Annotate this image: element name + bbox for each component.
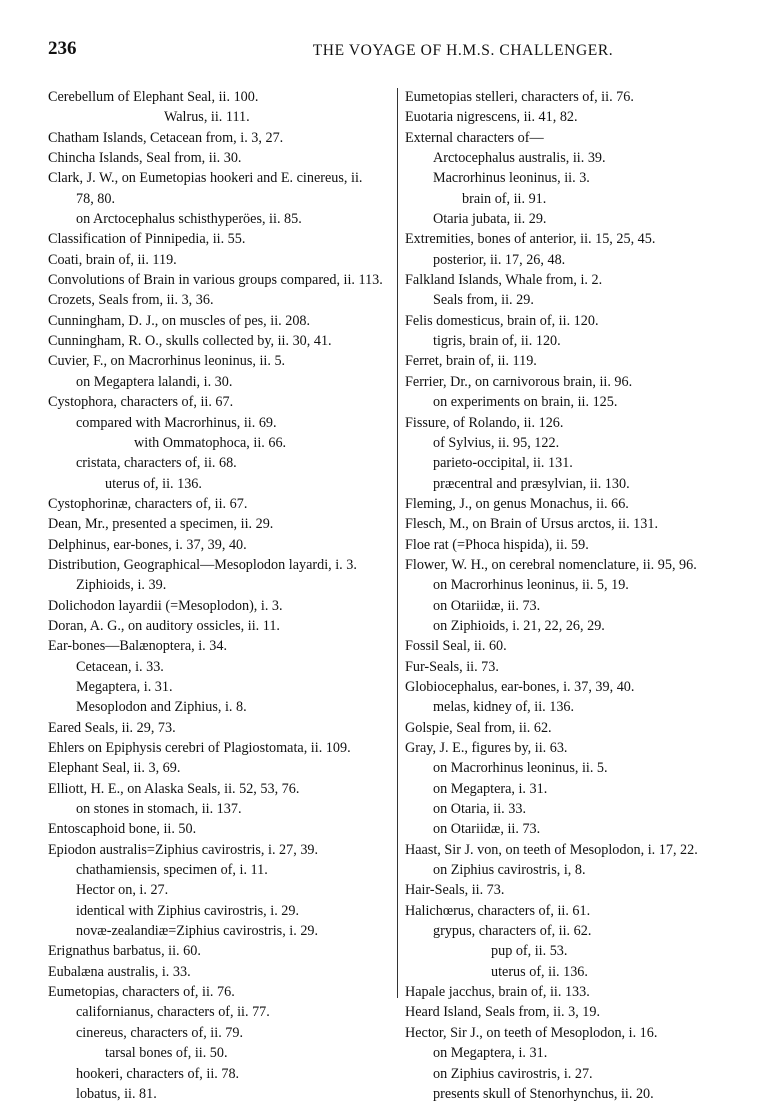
index-entry: Mesoplodon and Ziphius, i. 8. xyxy=(76,699,247,716)
index-entry: Clark, J. W., on Eumetopias hookeri and E. cinereus, ii. xyxy=(48,170,363,187)
index-entry: compared with Macrorhinus, ii. 69. xyxy=(76,414,277,431)
index-entry: Coati, brain of, ii. 119. xyxy=(48,251,177,268)
index-entry: on Macrorhinus leoninus, ii. 5. xyxy=(433,760,608,777)
index-entry: Heard Island, Seals from, ii. 3, 19. xyxy=(405,1004,601,1021)
index-entry: Eumetopias, characters of, ii. 76. xyxy=(48,984,235,1001)
index-entry: Classification of Pinnipedia, ii. 55. xyxy=(48,231,246,248)
index-entry: Cerebellum of Elephant Seal, ii. 100. xyxy=(48,89,259,105)
index-entry: uterus of, ii. 136. xyxy=(491,963,588,980)
index-entry: Arctocephalus australis, ii. 39. xyxy=(433,150,606,167)
index-entry: on Otaria, ii. 33. xyxy=(433,801,526,818)
index-entry: californianus, characters of, ii. 77. xyxy=(76,1004,270,1021)
left-index-column xyxy=(48,87,393,1104)
index-entry: Ehlers on Epiphysis cerebri of Plagiostomata, ii. 109. xyxy=(48,740,351,756)
index-entry: Cystophora, characters of, ii. 67. xyxy=(48,394,234,411)
index-entry: Epiodon australis=Ziphius cavirostris, i. 27, 39. xyxy=(48,841,319,858)
index-entry: Entoscaphoid bone, ii. 50. xyxy=(48,821,197,838)
index-entry: Haast, Sir J. von, on teeth of Mesoplodon, i. 17, 22. xyxy=(405,841,698,858)
index-entry: Ear-bones—Balænoptera, i. 34. xyxy=(48,638,227,655)
index-entry: on Otariidæ, ii. 73. xyxy=(433,821,541,838)
index-entry: Extremities, bones of anterior, ii. 15, 25, 45. xyxy=(405,231,656,248)
index-entry: on Megaptera, i. 31. xyxy=(433,780,548,797)
index-entry: Felis domesticus, brain of, ii. 120. xyxy=(405,312,599,329)
index-entry: Dolichodon layardii (=Mesoplodon), i. 3. xyxy=(48,597,283,614)
index-entry: presents skull of Stenorhynchus, ii. 20. xyxy=(433,1085,654,1102)
index-entry: Hapale jacchus, brain of, ii. 133. xyxy=(405,984,590,1001)
index-entry: Crozets, Seals from, ii. 3, 36. xyxy=(48,292,214,309)
page-number: 236 xyxy=(48,38,77,59)
index-entry: Euotaria nigrescens, ii. 41, 82. xyxy=(405,109,578,126)
index-entry: Distribution, Geographical—Mesoplodon layardi, i. 3. xyxy=(48,556,357,573)
index-entry: on Ziphioids, i. 21, 22, 26, 29. xyxy=(433,617,605,634)
index-entry: Cuvier, F., on Macrorhinus leoninus, ii. 5. xyxy=(48,353,286,370)
index-entry: on stones in stomach, ii. 137. xyxy=(76,801,242,818)
index-entry: Hair-Seals, ii. 73. xyxy=(405,882,505,899)
column-divider xyxy=(397,88,398,998)
index-entry: Flower, W. H., on cerebral nomenclature, ii. 95, 96. xyxy=(405,556,697,573)
index-entry: chathamiensis, specimen of, i. 11. xyxy=(76,862,268,879)
index-entry: Flesch, M., on Brain of Ursus arctos, ii. 131. xyxy=(405,516,658,533)
index-entry: parieto-occipital, ii. 131. xyxy=(433,455,573,472)
index-entry: External characters of— xyxy=(405,129,544,146)
index-entry: Fossil Seal, ii. 60. xyxy=(405,638,507,655)
index-entry: Walrus, ii. 111. xyxy=(164,109,250,126)
index-entry: Chincha Islands, Seal from, ii. 30. xyxy=(48,150,242,167)
index-entry: on experiments on brain, ii. 125. xyxy=(433,394,618,411)
index-entry: on Ziphius cavirostris, i. 27. xyxy=(433,1065,593,1082)
index-entry: Globiocephalus, ear-bones, i. 37, 39, 40. xyxy=(405,678,635,695)
index-entry: Halichœrus, characters of, ii. 61. xyxy=(405,902,591,919)
index-entry: lobatus, ii. 81. xyxy=(76,1085,157,1102)
index-entry: Delphinus, ear-bones, i. 37, 39, 40. xyxy=(48,536,247,553)
index-entry: 78, 80. xyxy=(76,190,116,207)
index-entry: Dean, Mr., presented a specimen, ii. 29. xyxy=(48,516,274,533)
index-entry: hookeri, characters of, ii. 78. xyxy=(76,1065,240,1082)
index-entry: Hector on, i. 27. xyxy=(76,882,169,899)
index-entry: on Arctocephalus schisthyperöes, ii. 85. xyxy=(76,211,302,228)
index-entry: Elephant Seal, ii. 3, 69. xyxy=(48,760,181,777)
index-entry: identical with Ziphius cavirostris, i. 29. xyxy=(76,902,300,919)
index-entry: with Ommatophoca, ii. 66. xyxy=(134,434,287,451)
right-index-column xyxy=(405,87,750,1104)
index-entry: Falkland Islands, Whale from, i. 2. xyxy=(405,272,603,289)
index-entry: Chatham Islands, Cetacean from, i. 3, 27. xyxy=(48,129,284,146)
index-entry: Gray, J. E., figures by, ii. 63. xyxy=(405,740,568,756)
index-entry: uterus of, ii. 136. xyxy=(105,475,202,492)
index-entry: Doran, A. G., on auditory ossicles, ii. 11. xyxy=(48,617,280,634)
index-entry: Megaptera, i. 31. xyxy=(76,678,173,695)
index-entry: Seals from, ii. 29. xyxy=(433,292,534,309)
index-entry: Fissure, of Rolando, ii. 126. xyxy=(405,414,564,431)
index-entry: Fur-Seals, ii. 73. xyxy=(405,658,499,675)
index-entry: cinereus, characters of, ii. 79. xyxy=(76,1024,244,1041)
index-entry: Cunningham, R. O., skulls collected by, ii. 30, 41. xyxy=(48,333,332,350)
index-entry: Golspie, Seal from, ii. 62. xyxy=(405,719,552,736)
index-entry: Eubalæna australis, i. 33. xyxy=(48,963,191,980)
index-entry: Fleming, J., on genus Monachus, ii. 66. xyxy=(405,495,629,512)
index-entry: novæ-zealandiæ=Ziphius cavirostris, i. 29. xyxy=(76,923,319,940)
index-entry: on Ziphius cavirostris, i, 8. xyxy=(433,862,586,879)
index-entry: posterior, ii. 17, 26, 48. xyxy=(433,251,566,268)
index-entry: Ferrier, Dr., on carnivorous brain, ii. 96. xyxy=(405,373,633,390)
index-entry: tigris, brain of, ii. 120. xyxy=(433,333,561,350)
index-entry: cristata, characters of, ii. 68. xyxy=(76,455,237,472)
index-entry: brain of, ii. 91. xyxy=(462,190,547,207)
index-entry: pup of, ii. 53. xyxy=(491,943,568,960)
index-entry: Eumetopias stelleri, characters of, ii. 76. xyxy=(405,89,634,105)
index-entry: melas, kidney of, ii. 136. xyxy=(433,699,575,716)
index-entry: præcentral and præsylvian, ii. 130. xyxy=(433,475,630,492)
index-entry: Ferret, brain of, ii. 119. xyxy=(405,353,537,370)
index-entry: Hector, Sir J., on teeth of Mesoplodon, i. 16. xyxy=(405,1024,658,1041)
index-entry: of Sylvius, ii. 95, 122. xyxy=(433,434,560,451)
index-entry: Cystophorinæ, characters of, ii. 67. xyxy=(48,495,248,512)
index-entry: Otaria jubata, ii. 29. xyxy=(433,211,547,228)
index-entry: on Megaptera lalandi, i. 30. xyxy=(76,373,233,390)
index-entry: Elliott, H. E., on Alaska Seals, ii. 52, 53, 76. xyxy=(48,780,300,797)
index-entry: Convolutions of Brain in various groups compared, ii. 113. xyxy=(48,272,383,289)
index-entry: on Megaptera, i. 31. xyxy=(433,1045,548,1062)
index-entry: grypus, characters of, ii. 62. xyxy=(433,923,592,940)
index-entry: Eared Seals, ii. 29, 73. xyxy=(48,719,176,736)
index-entry: Macrorhinus leoninus, ii. 3. xyxy=(433,170,590,187)
index-entry: Cetacean, i. 33. xyxy=(76,658,164,675)
index-entry: on Macrorhinus leoninus, ii. 5, 19. xyxy=(433,577,629,594)
index-entry: Erignathus barbatus, ii. 60. xyxy=(48,943,201,960)
index-entry: Cunningham, D. J., on muscles of pes, ii. 208. xyxy=(48,312,311,329)
index-entry: on Otariidæ, ii. 73. xyxy=(433,597,541,614)
page-header xyxy=(48,38,758,70)
index-entry: tarsal bones of, ii. 50. xyxy=(105,1045,228,1062)
running-title: THE VOYAGE OF H.M.S. CHALLENGER. xyxy=(312,42,614,59)
index-entry: Floe rat (=Phoca hispida), ii. 59. xyxy=(405,536,589,553)
index-entry: Ziphioids, i. 39. xyxy=(76,577,167,594)
